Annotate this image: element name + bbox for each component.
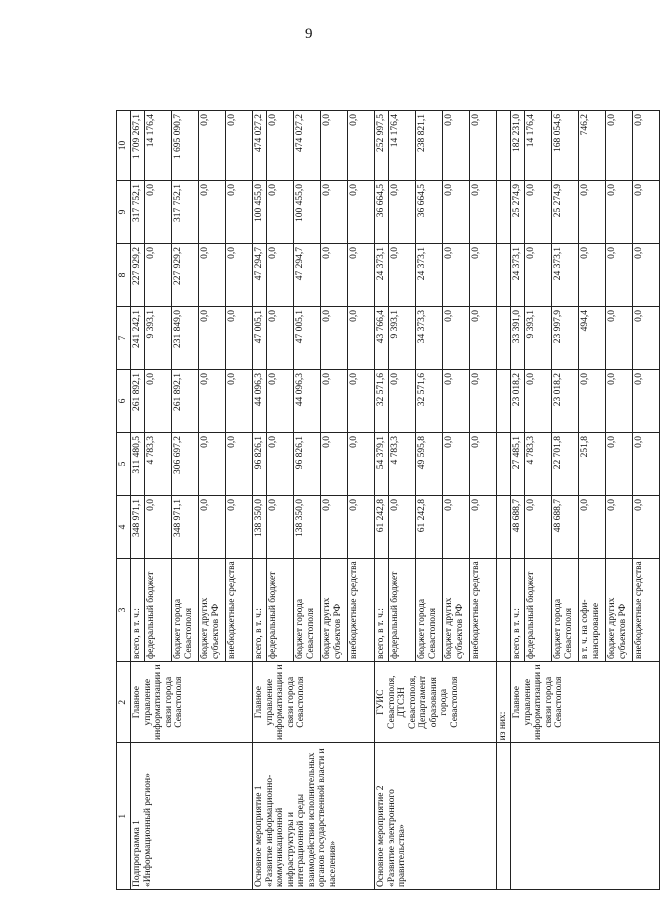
amount-cell: 0,0 (633, 432, 660, 495)
amount-cell: 96 826,1 (253, 432, 267, 495)
amount-cell: 49 595,8 (416, 432, 443, 495)
funding-source-cell: всего, в т. ч.: (253, 558, 267, 661)
amount-cell: 0,0 (579, 243, 606, 306)
column-number-cell: 10 (117, 111, 131, 181)
amount-cell: 0,0 (633, 495, 660, 558)
program-name-cell: Основное мероприятие 1 «Развитие информационно-коммуникационной инфраструктуры и интеграционной среды взаимодействия исполнительных органов государственной власти и населения» (253, 743, 375, 890)
amount-cell: 44 096,3 (253, 369, 267, 432)
amount-cell: 23 997,9 (552, 306, 579, 369)
empty-cell (497, 306, 511, 369)
amount-cell: 474 027,2 (294, 111, 321, 181)
amount-cell: 47 005,1 (294, 306, 321, 369)
empty-cell (497, 743, 511, 890)
amount-cell: 0,0 (443, 111, 470, 181)
amount-cell: 317 752,1 (172, 180, 199, 243)
amount-cell: 9 393,1 (525, 306, 552, 369)
funding-source-cell: бюджет города Севастополя (172, 558, 199, 661)
amount-cell: 47 005,1 (253, 306, 267, 369)
amount-cell: 0,0 (321, 306, 348, 369)
amount-cell: 0,0 (321, 432, 348, 495)
amount-cell: 0,0 (226, 432, 253, 495)
amount-cell: 0,0 (579, 180, 606, 243)
amount-cell: 0,0 (199, 495, 226, 558)
amount-cell: 311 480,5 (131, 432, 145, 495)
amount-cell: 0,0 (267, 111, 294, 181)
amount-cell: 0,0 (389, 369, 416, 432)
amount-cell: 746,2 (579, 111, 606, 181)
executor-cell: Главное управление информатизации и связи города Севастополя (131, 662, 253, 743)
budget-table (116, 110, 660, 890)
amount-cell: 9 393,1 (389, 306, 416, 369)
amount-cell: 22 701,8 (552, 432, 579, 495)
empty-cell (497, 369, 511, 432)
column-number-cell: 8 (117, 243, 131, 306)
funding-source-cell: бюджет города Севастополя (416, 558, 443, 661)
funding-source-cell: бюджет города Севастополя (552, 558, 579, 661)
amount-cell: 14 176,4 (145, 111, 172, 181)
amount-cell: 238 821,1 (416, 111, 443, 181)
amount-cell: 24 373,1 (552, 243, 579, 306)
amount-cell: 43 766,4 (375, 306, 389, 369)
amount-cell: 168 054,6 (552, 111, 579, 181)
column-number-cell: 1 (117, 743, 131, 890)
funding-source-cell: бюджет других субъектов РФ (606, 558, 633, 661)
amount-cell: 100 455,0 (294, 180, 321, 243)
table-row (131, 111, 145, 890)
funding-source-cell: федеральный бюджет (145, 558, 172, 661)
amount-cell: 252 997,5 (375, 111, 389, 181)
amount-cell: 0,0 (443, 432, 470, 495)
table-row (253, 111, 267, 890)
amount-cell: 0,0 (348, 111, 375, 181)
amount-cell: 27 485,1 (511, 432, 525, 495)
funding-source-cell: всего, в т. ч.: (375, 558, 389, 661)
amount-cell: 474 027,2 (253, 111, 267, 181)
amount-cell: 0,0 (267, 306, 294, 369)
amount-cell: 0,0 (199, 369, 226, 432)
funding-source-cell: в т. ч. на софи-нансирование (579, 558, 606, 661)
amount-cell: 0,0 (389, 243, 416, 306)
amount-cell: 0,0 (267, 432, 294, 495)
amount-cell: 0,0 (348, 369, 375, 432)
amount-cell: 0,0 (348, 180, 375, 243)
amount-cell: 36 664,5 (375, 180, 389, 243)
amount-cell: 4 783,3 (525, 432, 552, 495)
amount-cell: 32 571,6 (416, 369, 443, 432)
empty-cell (497, 111, 511, 181)
amount-cell: 0,0 (321, 495, 348, 558)
amount-cell: 47 294,7 (253, 243, 267, 306)
amount-cell: 0,0 (606, 369, 633, 432)
amount-cell: 0,0 (321, 369, 348, 432)
amount-cell: 24 373,1 (416, 243, 443, 306)
amount-cell: 96 826,1 (294, 432, 321, 495)
funding-source-cell: внебюджетные средства (633, 558, 660, 661)
amount-cell: 0,0 (226, 369, 253, 432)
amount-cell: 0,0 (606, 306, 633, 369)
empty-cell (497, 180, 511, 243)
empty-cell (497, 558, 511, 661)
amount-cell: 54 379,1 (375, 432, 389, 495)
amount-cell: 33 391,0 (511, 306, 525, 369)
empty-cell (497, 243, 511, 306)
amount-cell: 0,0 (145, 495, 172, 558)
amount-cell: 9 393,1 (145, 306, 172, 369)
amount-cell: 0,0 (267, 243, 294, 306)
amount-cell: 0,0 (226, 495, 253, 558)
amount-cell: 0,0 (525, 180, 552, 243)
amount-cell: 0,0 (606, 495, 633, 558)
funding-source-cell: всего, в т. ч.: (131, 558, 145, 661)
funding-source-cell: бюджет других субъектов РФ (321, 558, 348, 661)
amount-cell: 348 971,1 (172, 495, 199, 558)
header-row (117, 111, 131, 890)
amount-cell: 494,4 (579, 306, 606, 369)
amount-cell: 4 783,3 (389, 432, 416, 495)
amount-cell: 231 849,0 (172, 306, 199, 369)
funding-source-cell: бюджет других субъектов РФ (199, 558, 226, 661)
amount-cell: 138 350,0 (253, 495, 267, 558)
amount-cell: 0,0 (321, 180, 348, 243)
sub-label-cell: из них: (497, 662, 511, 743)
amount-cell: 24 373,1 (511, 243, 525, 306)
amount-cell: 0,0 (633, 243, 660, 306)
amount-cell: 0,0 (579, 369, 606, 432)
amount-cell: 34 373,3 (416, 306, 443, 369)
amount-cell: 24 373,1 (375, 243, 389, 306)
amount-cell: 348 971,1 (131, 495, 145, 558)
amount-cell: 25 274,9 (552, 180, 579, 243)
amount-cell: 0,0 (443, 306, 470, 369)
empty-cell (511, 743, 660, 890)
amount-cell: 0,0 (348, 432, 375, 495)
amount-cell: 4 783,3 (145, 432, 172, 495)
subtotal-label-row (497, 111, 511, 890)
amount-cell: 0,0 (525, 495, 552, 558)
amount-cell: 0,0 (226, 306, 253, 369)
amount-cell: 25 274,9 (511, 180, 525, 243)
program-name-cell: Основное мероприятие 2 «Развитие электронного правительства» (375, 743, 497, 890)
amount-cell: 0,0 (267, 495, 294, 558)
amount-cell: 14 176,4 (389, 111, 416, 181)
amount-cell: 0,0 (606, 111, 633, 181)
amount-cell: 0,0 (470, 495, 497, 558)
column-number-cell: 9 (117, 180, 131, 243)
amount-cell: 0,0 (321, 111, 348, 181)
funding-source-cell: внебюджетные средства (470, 558, 497, 661)
program-name-cell: Подпрограмма 1 «Информационный регион» (131, 743, 253, 890)
amount-cell: 227 929,2 (172, 243, 199, 306)
amount-cell: 32 571,6 (375, 369, 389, 432)
amount-cell: 261 892,1 (131, 369, 145, 432)
amount-cell: 36 664,5 (416, 180, 443, 243)
amount-cell: 1 709 267,1 (131, 111, 145, 181)
funding-source-cell: бюджет других субъектов РФ (443, 558, 470, 661)
funding-source-cell: внебюджетные средства (226, 558, 253, 661)
amount-cell: 47 294,7 (294, 243, 321, 306)
amount-cell: 61 242,8 (416, 495, 443, 558)
funding-source-cell: всего, в т. ч.: (511, 558, 525, 661)
amount-cell: 0,0 (199, 243, 226, 306)
funding-source-cell: федеральный бюджет (267, 558, 294, 661)
amount-cell: 23 018,2 (552, 369, 579, 432)
amount-cell: 306 697,2 (172, 432, 199, 495)
amount-cell: 14 176,4 (525, 111, 552, 181)
amount-cell: 0,0 (633, 306, 660, 369)
amount-cell: 0,0 (525, 369, 552, 432)
amount-cell: 0,0 (470, 432, 497, 495)
amount-cell: 0,0 (145, 369, 172, 432)
column-number-cell: 3 (117, 558, 131, 661)
funding-source-cell: федеральный бюджет (389, 558, 416, 661)
amount-cell: 0,0 (606, 180, 633, 243)
column-number-cell: 7 (117, 306, 131, 369)
column-number-cell: 2 (117, 662, 131, 743)
amount-cell: 0,0 (470, 369, 497, 432)
amount-cell: 0,0 (226, 243, 253, 306)
amount-cell: 0,0 (470, 306, 497, 369)
amount-cell: 100 455,0 (253, 180, 267, 243)
amount-cell: 0,0 (606, 243, 633, 306)
table-row (511, 111, 525, 890)
amount-cell: 0,0 (145, 180, 172, 243)
table-row (375, 111, 389, 890)
executor-cell: Главное управление информатизации и связи города Севастополя (253, 662, 375, 743)
amount-cell: 0,0 (443, 369, 470, 432)
amount-cell: 0,0 (389, 180, 416, 243)
amount-cell: 0,0 (267, 369, 294, 432)
amount-cell: 0,0 (199, 180, 226, 243)
amount-cell: 44 096,3 (294, 369, 321, 432)
amount-cell: 0,0 (606, 432, 633, 495)
empty-cell (497, 495, 511, 558)
amount-cell: 138 350,0 (294, 495, 321, 558)
amount-cell: 261 892,1 (172, 369, 199, 432)
amount-cell: 0,0 (226, 111, 253, 181)
amount-cell: 48 688,7 (511, 495, 525, 558)
column-number-cell: 4 (117, 495, 131, 558)
amount-cell: 0,0 (470, 243, 497, 306)
amount-cell: 0,0 (226, 180, 253, 243)
amount-cell: 0,0 (321, 243, 348, 306)
amount-cell: 0,0 (145, 243, 172, 306)
amount-cell: 0,0 (443, 243, 470, 306)
amount-cell: 0,0 (470, 180, 497, 243)
page-number: 9 (305, 26, 313, 42)
column-number-cell: 6 (117, 369, 131, 432)
amount-cell: 1 695 090,7 (172, 111, 199, 181)
executor-cell: Главное управление информатизации и связи города Севастополя (511, 662, 660, 743)
amount-cell: 317 752,1 (131, 180, 145, 243)
amount-cell: 182 231,0 (511, 111, 525, 181)
funding-source-cell: внебюджетные средства (348, 558, 375, 661)
amount-cell: 0,0 (443, 180, 470, 243)
amount-cell: 241 242,1 (131, 306, 145, 369)
amount-cell: 0,0 (389, 495, 416, 558)
column-number-cell: 5 (117, 432, 131, 495)
amount-cell: 0,0 (633, 369, 660, 432)
amount-cell: 0,0 (348, 243, 375, 306)
funding-source-cell: бюджет города Севастополя (294, 558, 321, 661)
amount-cell: 0,0 (348, 306, 375, 369)
amount-cell: 0,0 (525, 243, 552, 306)
amount-cell: 61 242,8 (375, 495, 389, 558)
amount-cell: 0,0 (633, 111, 660, 181)
amount-cell: 0,0 (267, 180, 294, 243)
funding-source-cell: федеральный бюджет (525, 558, 552, 661)
executor-cell: ГУИС Севастополя, ДТСЗН Севастополя, Департамент образования города Севастополя (375, 662, 497, 743)
amount-cell: 48 688,7 (552, 495, 579, 558)
amount-cell: 0,0 (199, 111, 226, 181)
amount-cell: 0,0 (199, 432, 226, 495)
amount-cell: 23 018,2 (511, 369, 525, 432)
amount-cell: 0,0 (470, 111, 497, 181)
amount-cell: 0,0 (633, 180, 660, 243)
amount-cell: 251,8 (579, 432, 606, 495)
amount-cell: 0,0 (199, 306, 226, 369)
amount-cell: 0,0 (443, 495, 470, 558)
empty-cell (497, 432, 511, 495)
rotated-table-container (116, 110, 644, 890)
amount-cell: 0,0 (579, 495, 606, 558)
amount-cell: 227 929,2 (131, 243, 145, 306)
amount-cell: 0,0 (348, 495, 375, 558)
